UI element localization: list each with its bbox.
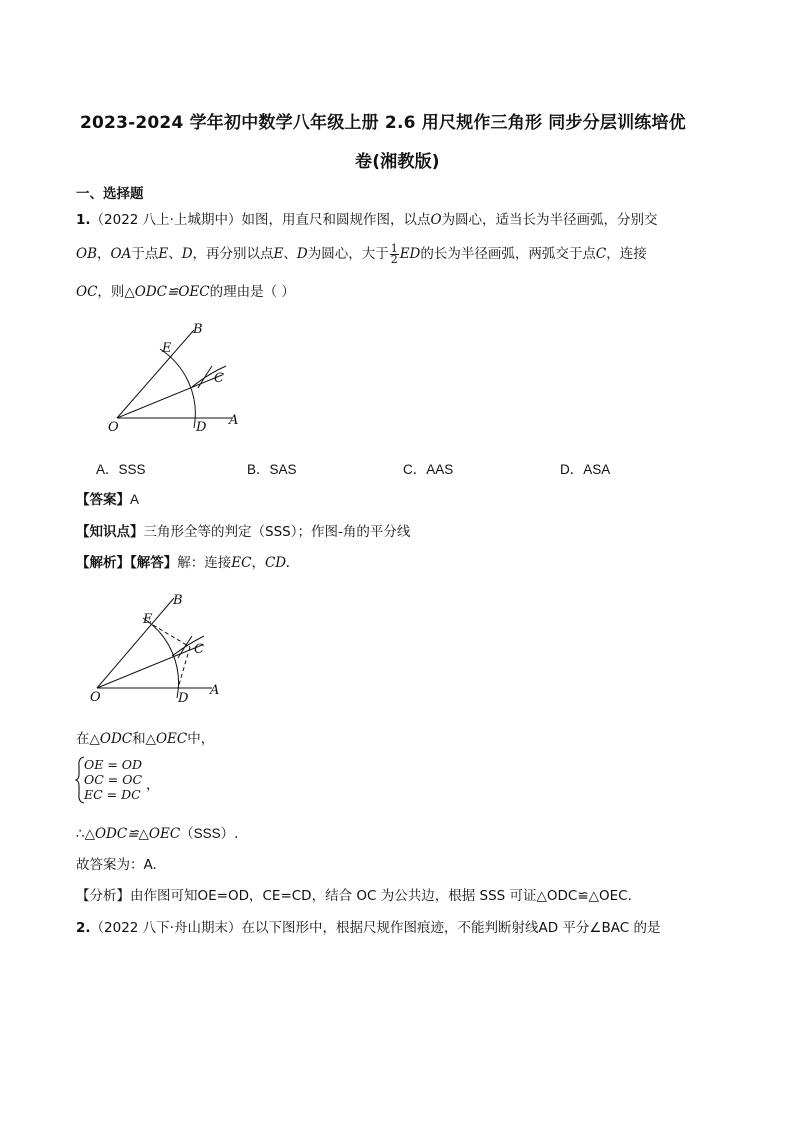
answer-line: [76, 488, 139, 508]
fraction-one-half: $\frac{1}{2}$: [390, 241, 398, 266]
option-d[interactable]: D．ASA: [560, 462, 611, 477]
label-C: C: [214, 371, 224, 386]
label-O: O: [108, 420, 119, 435]
q1-line1: 1.（2022 八上·上城期中）如图，用直尺和圆规作图，以点O为圆心，适当长为半径画弧，分别交: [76, 212, 658, 228]
knowledge-point-tag: 【知识点】: [76, 524, 144, 540]
label-A: A: [210, 683, 220, 698]
equation-1: OE = OD: [84, 757, 143, 772]
label-E: E: [162, 341, 172, 356]
label-E: E: [143, 612, 153, 627]
label-C: C: [194, 642, 204, 657]
q1-source: （2022 八上·上城期中）: [90, 212, 242, 228]
section-heading: 一、选择题: [76, 186, 144, 202]
q1-number: 1.: [76, 212, 91, 228]
equation-3: EC = DC: [84, 787, 141, 802]
summary-line: 【分析】由作图可知OE=OD，CE=CD，结合 OC 为公共边，根据 SSS 可证△ODC≌△OEC.: [76, 888, 632, 904]
label-O: O: [90, 690, 101, 705]
option-b[interactable]: B．SAS: [247, 462, 297, 477]
triangles-statement: 在△ODC和△OEC中，: [76, 731, 215, 747]
option-a[interactable]: A．SSS: [96, 462, 146, 477]
q1-line3: OC，则△ODC≌OEC的理由是（ ）: [76, 284, 295, 300]
doc-title-line1: 2023-2024 学年初中数学八年级上册 2.6 用尺规作三角形 同步分层训练培优: [80, 113, 686, 133]
label-D: D: [178, 691, 189, 706]
equation-system: [84, 757, 142, 802]
analysis-tag: 【解析】【解答】: [76, 555, 178, 571]
answer-value: A: [130, 492, 140, 507]
q2-number: 2.: [76, 920, 91, 936]
equation-comma: ，: [146, 777, 160, 793]
final-answer-line: 故答案为：A.: [76, 857, 157, 873]
label-A: A: [229, 413, 239, 428]
q2-line: 2.（2022 八下·舟山期末）在以下图形中，根据尺规作图痕迹，不能判断射线AD 平分∠BAC 的是: [76, 920, 661, 936]
option-c[interactable]: C．AAS: [403, 462, 454, 477]
q2-source: （2022 八下·舟山期末）: [90, 920, 242, 936]
answer-tag: 【答案】: [76, 492, 130, 508]
doc-title-line2: 卷(湘教版): [355, 152, 440, 172]
analysis-line: 【解析】【解答】解：连接EC，CD.: [76, 555, 290, 571]
label-D: D: [196, 420, 207, 435]
label-B: B: [173, 593, 183, 608]
knowledge-point-line: 【知识点】三角形全等的判定（SSS）；作图-角的平分线: [76, 524, 411, 540]
analysis-figure: [80, 588, 230, 708]
q1-line2: OB，OA于点E、D，再分别以点E、D为圆心，大于 $\frac{1}{2}$ ED的长为半径画弧，两弧交于点C，连接: [76, 241, 647, 266]
therefore-line: ∴△ODC≌△OEC（SSS）.: [76, 826, 239, 842]
q1-figure: [100, 318, 250, 438]
equation-2: OC = OC: [84, 772, 143, 787]
label-B: B: [193, 322, 203, 337]
